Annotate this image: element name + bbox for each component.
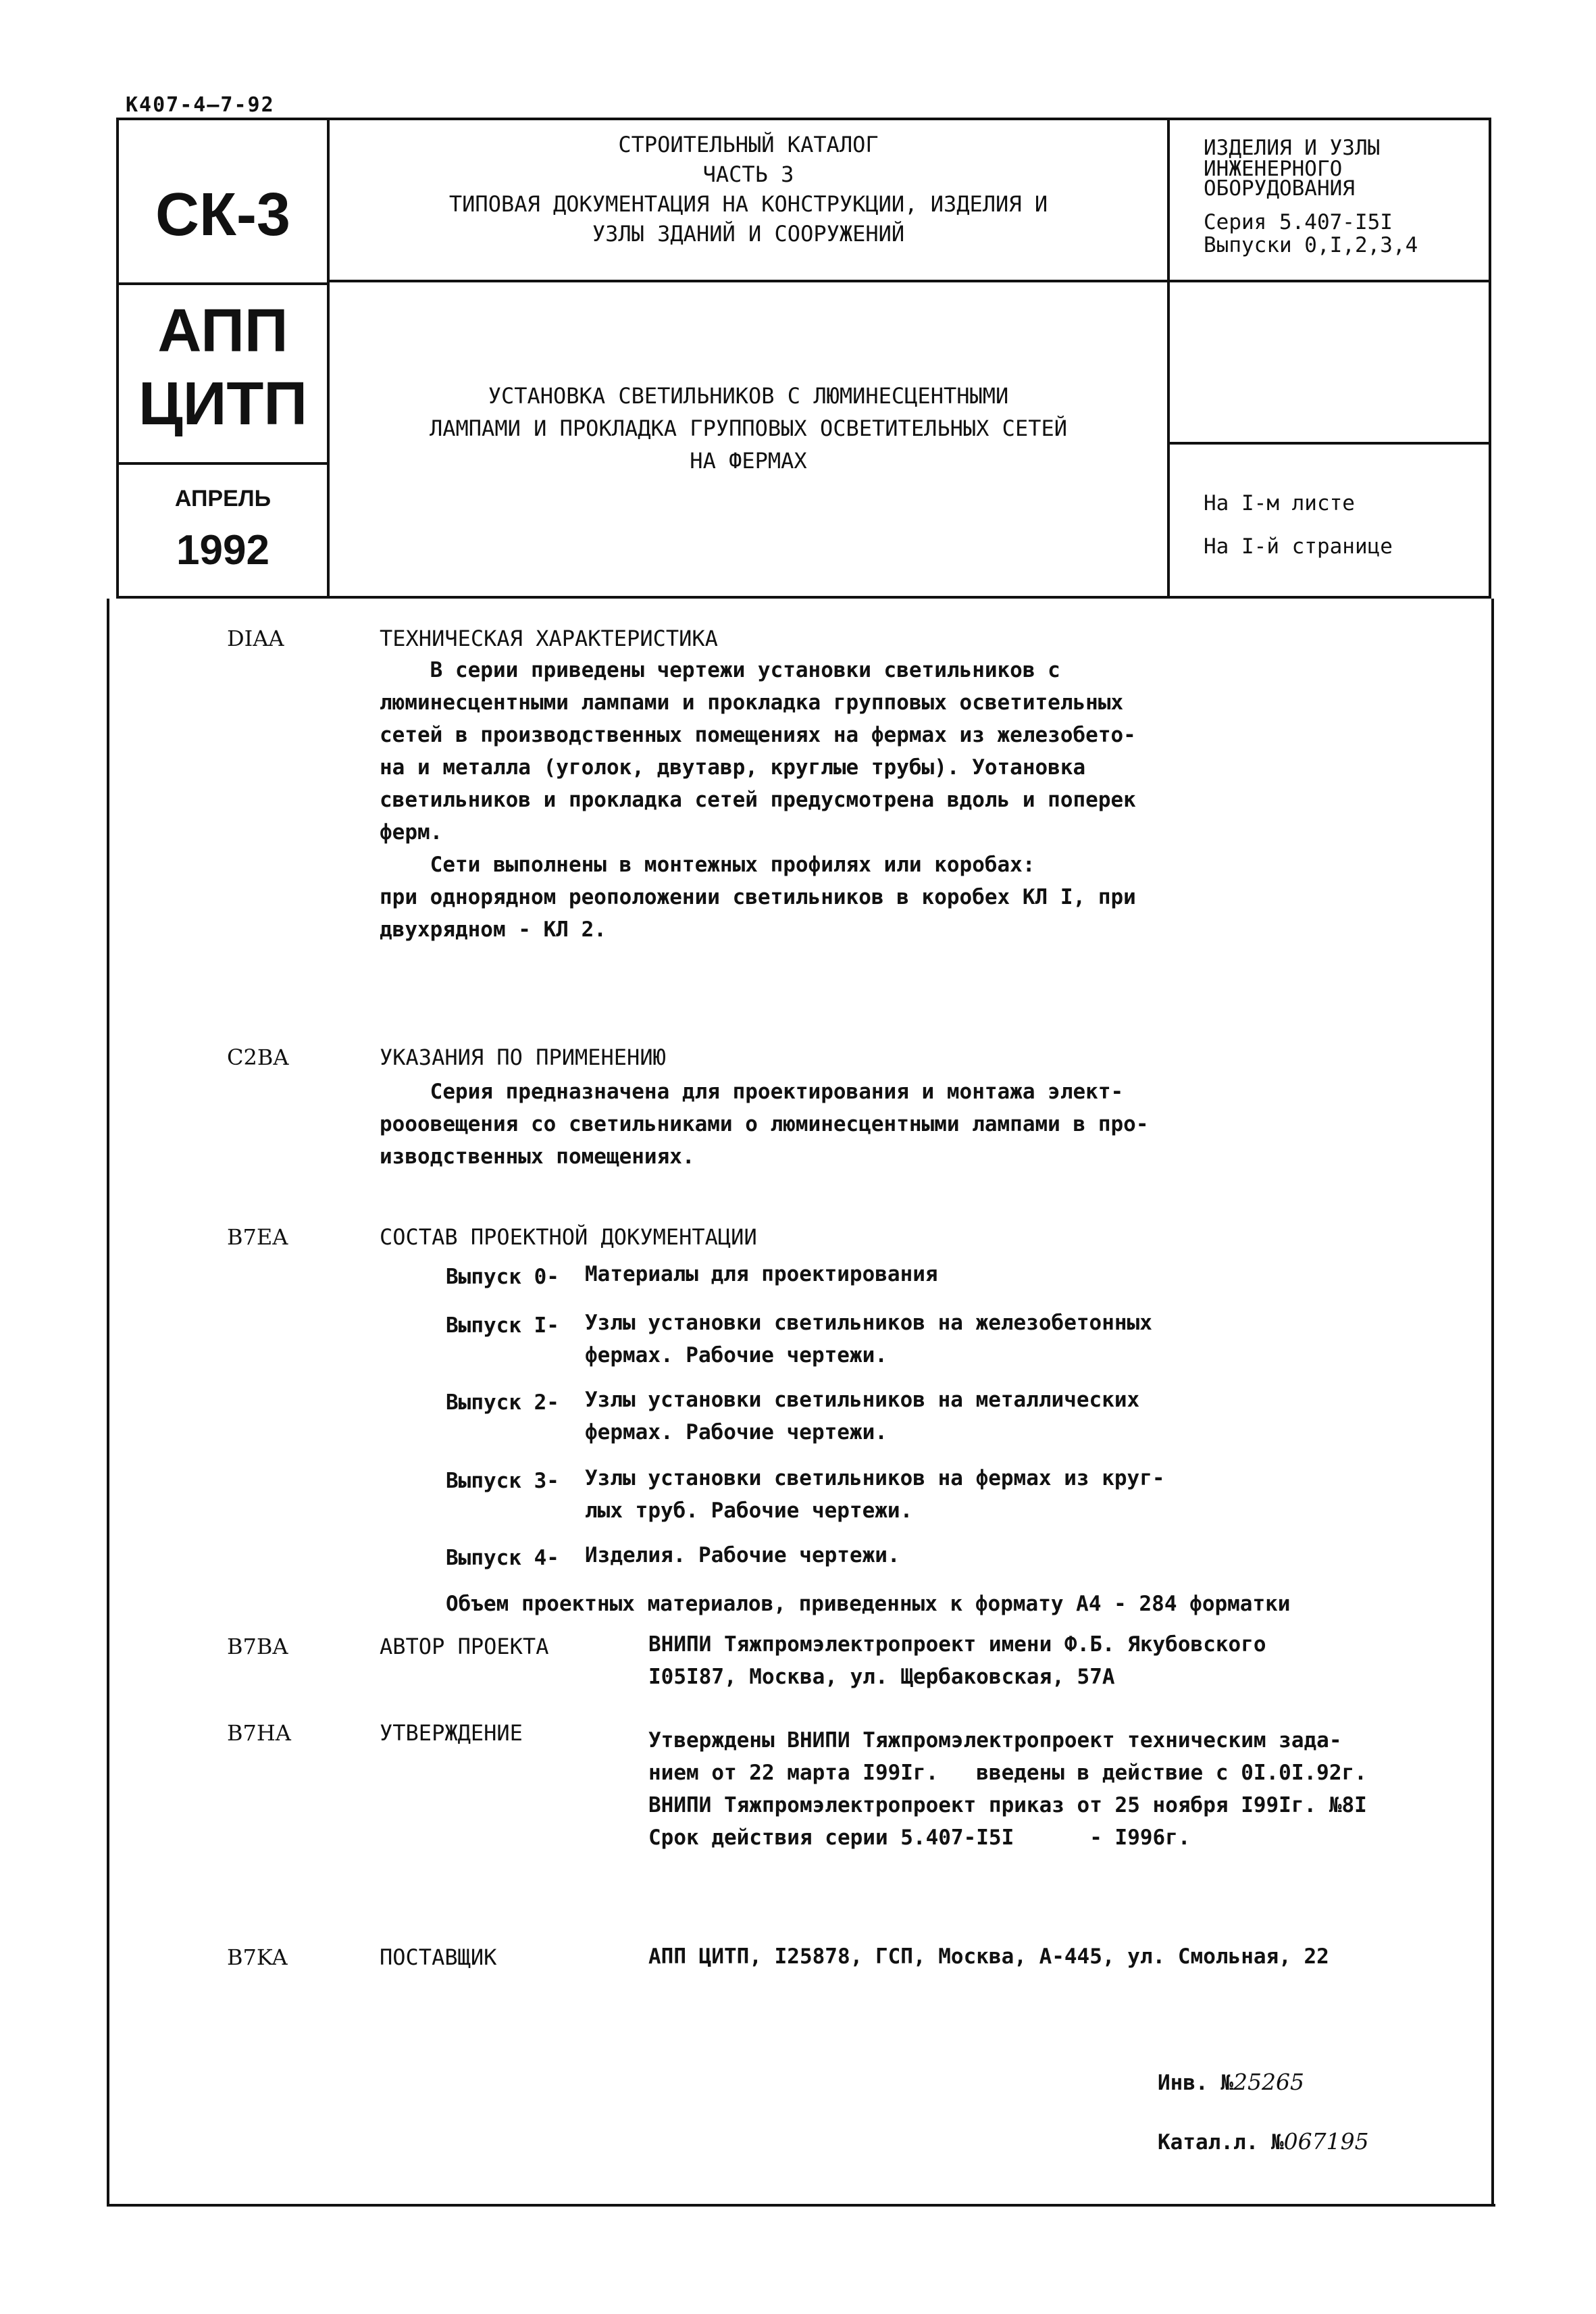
series-line: Серия 5.407-I5I	[1204, 210, 1393, 234]
issue-label: Выпуск 2-	[446, 1390, 559, 1415]
text-line: Серия предназначена для проектирования и монтажа элект-	[380, 1080, 1124, 1104]
divider-right-mid	[1167, 442, 1491, 445]
sheet-info: На I-м листе	[1204, 491, 1355, 515]
category-line: ОБОРУДОВАНИЯ	[1204, 176, 1355, 201]
issue-text: Узлы установки светильников на металлических фермах. Рабочие чертежи.	[585, 1388, 1140, 1444]
section-code: B7EA	[227, 1224, 288, 1250]
text-line: сетей в производственных помещениях на фермах из железобето-	[380, 723, 1136, 747]
text-line: при однорядном реоположении светильников в коробех КЛ I, при	[380, 885, 1136, 909]
issue-text: Материалы для проектирования	[585, 1262, 938, 1286]
text-line: ферм.	[380, 820, 443, 845]
catalog-sheet-number: Катал.л. №067195	[1158, 2128, 1369, 2155]
divider-logo-1	[116, 282, 327, 285]
month-label: АПРЕЛЬ	[174, 486, 272, 511]
category-line: ИНЖЕНЕРНОГО	[1204, 157, 1343, 181]
category-line: ИЗДЕЛИЯ И УЗЛЫ	[1204, 136, 1381, 160]
issue-label: Выпуск 4-	[446, 1546, 559, 1570]
text-line: В серии приведены чертежи установки светильников с	[380, 658, 1060, 682]
document-title	[330, 380, 1167, 477]
text-line: на и металла (уголок, двутавр, круглые трубы). Уотановка	[380, 755, 1086, 780]
logo-app: АПП	[157, 297, 288, 365]
volume-text: Объем проектных материалов, приведенных к формату А4 - 284 форматки	[446, 1592, 1291, 1616]
body-border-bottom	[107, 2204, 1495, 2207]
issue-text: Узлы установки светильников на железобетонных фермах. Рабочие чертежи.	[585, 1311, 1152, 1367]
issues-line: Выпуски 0,I,2,3,4	[1204, 233, 1418, 257]
catalog-heading	[330, 130, 1167, 249]
section-title-supplier: ПОСТАВЩИК	[380, 1944, 497, 1970]
supplier-text: АПП ЦИТП, I25878, ГСП, Москва, А-445, ул. Смольная, 22	[648, 1944, 1329, 1969]
inventory-number: Инв. №25265	[1158, 2069, 1304, 2095]
title-line: ЛАМПАМИ И ПРОКЛАДКА ГРУППОВЫХ ОСВЕТИТЕЛЬНЫХ СЕТЕЙ	[429, 416, 1067, 441]
section-title-usage: УКАЗАНИЯ ПО ПРИМЕНЕНИЮ	[380, 1045, 666, 1070]
divider-right	[1167, 118, 1170, 599]
section-code: B7BA	[227, 1634, 288, 1659]
section-code: C2BA	[227, 1045, 289, 1070]
year-label: 1992	[176, 527, 269, 574]
catalog-line: УЗЛЫ ЗДАНИЙ И СООРУЖЕНИЙ	[592, 221, 905, 247]
section-title-approval: УТВЕРЖДЕНИЕ	[380, 1720, 523, 1746]
issue-label: Выпуск 0-	[446, 1265, 559, 1289]
title-line: НА ФЕРМАХ	[690, 448, 807, 474]
text-line: изводственных помещениях.	[380, 1145, 695, 1169]
usage-paragraph	[380, 1076, 1433, 1173]
title-line: УСТАНОВКА СВЕТИЛЬНИКОВ С ЛЮМИНЕСЦЕНТНЫМИ	[488, 383, 1009, 409]
tech-paragraph	[380, 654, 1433, 946]
catalog-line: ТИПОВАЯ ДОКУМЕНТАЦИЯ НА КОНСТРУКЦИИ, ИЗДЕЛИЯ И	[448, 191, 1048, 217]
section-code: DIAA	[227, 626, 284, 651]
page-info: На I-й странице	[1204, 534, 1393, 559]
issue-label: Выпуск 3-	[446, 1469, 559, 1493]
logo-citp: ЦИТП	[138, 370, 308, 438]
issue-label: Выпуск I-	[446, 1313, 559, 1338]
text-line: Сети выполнены в монтежных профилях или коробах:	[380, 853, 1035, 877]
category-block	[1204, 136, 1418, 257]
text-line: люминесцентными лампами и прокладка групповых осветительных	[380, 690, 1124, 715]
issue-text: Изделия. Рабочие чертежи.	[585, 1543, 900, 1567]
document-code: К407-4—7-92	[126, 93, 275, 117]
logo-sk3: СК-3	[155, 181, 290, 249]
section-title-tech: ТЕХНИЧЕСКАЯ ХАРАКТЕРИСТИКА	[380, 626, 718, 651]
section-title-author: АВТОР ПРОЕКТА	[380, 1634, 549, 1659]
author-text: ВНИПИ Тяжпромэлектропроект имени Ф.Б. Якубовского I05I87, Москва, ул. Щербаковская, 57А	[648, 1632, 1266, 1689]
catalog-line: СТРОИТЕЛЬНЫЙ КАТАЛОГ	[618, 132, 879, 157]
body-border-right	[1491, 599, 1494, 2207]
catalog-line: ЧАСТЬ 3	[702, 161, 794, 187]
text-line: рооовещения со светильниками о люминесцентными лампами в про-	[380, 1112, 1149, 1136]
section-code: B7KA	[227, 1944, 288, 1970]
approval-text: Утверждены ВНИПИ Тяжпромэлектропроект техническим зада- нием от 22 марта I99Iг. введены в действие с 0I.0I.92г. ВНИПИ Тяжпромэлектропроект приказ от 25 ноября I99Iг. №8I Срок действия серии 5.407-I5I - I996г.	[648, 1728, 1367, 1850]
section-code: B7HA	[227, 1720, 291, 1746]
section-title-composition: СОСТАВ ПРОЕКТНОЙ ДОКУМЕНТАЦИИ	[380, 1224, 757, 1250]
divider-logo-2	[116, 462, 327, 465]
text-line: светильников и прокладка сетей предусмотрена вдоль и поперек	[380, 788, 1136, 812]
body-border-left	[107, 599, 109, 2207]
divider-header-mid	[327, 280, 1491, 282]
text-line: двухрядном - КЛ 2.	[380, 917, 607, 942]
issue-text: Узлы установки светильников на фермах из круг- лых труб. Рабочие чертежи.	[585, 1466, 1165, 1523]
